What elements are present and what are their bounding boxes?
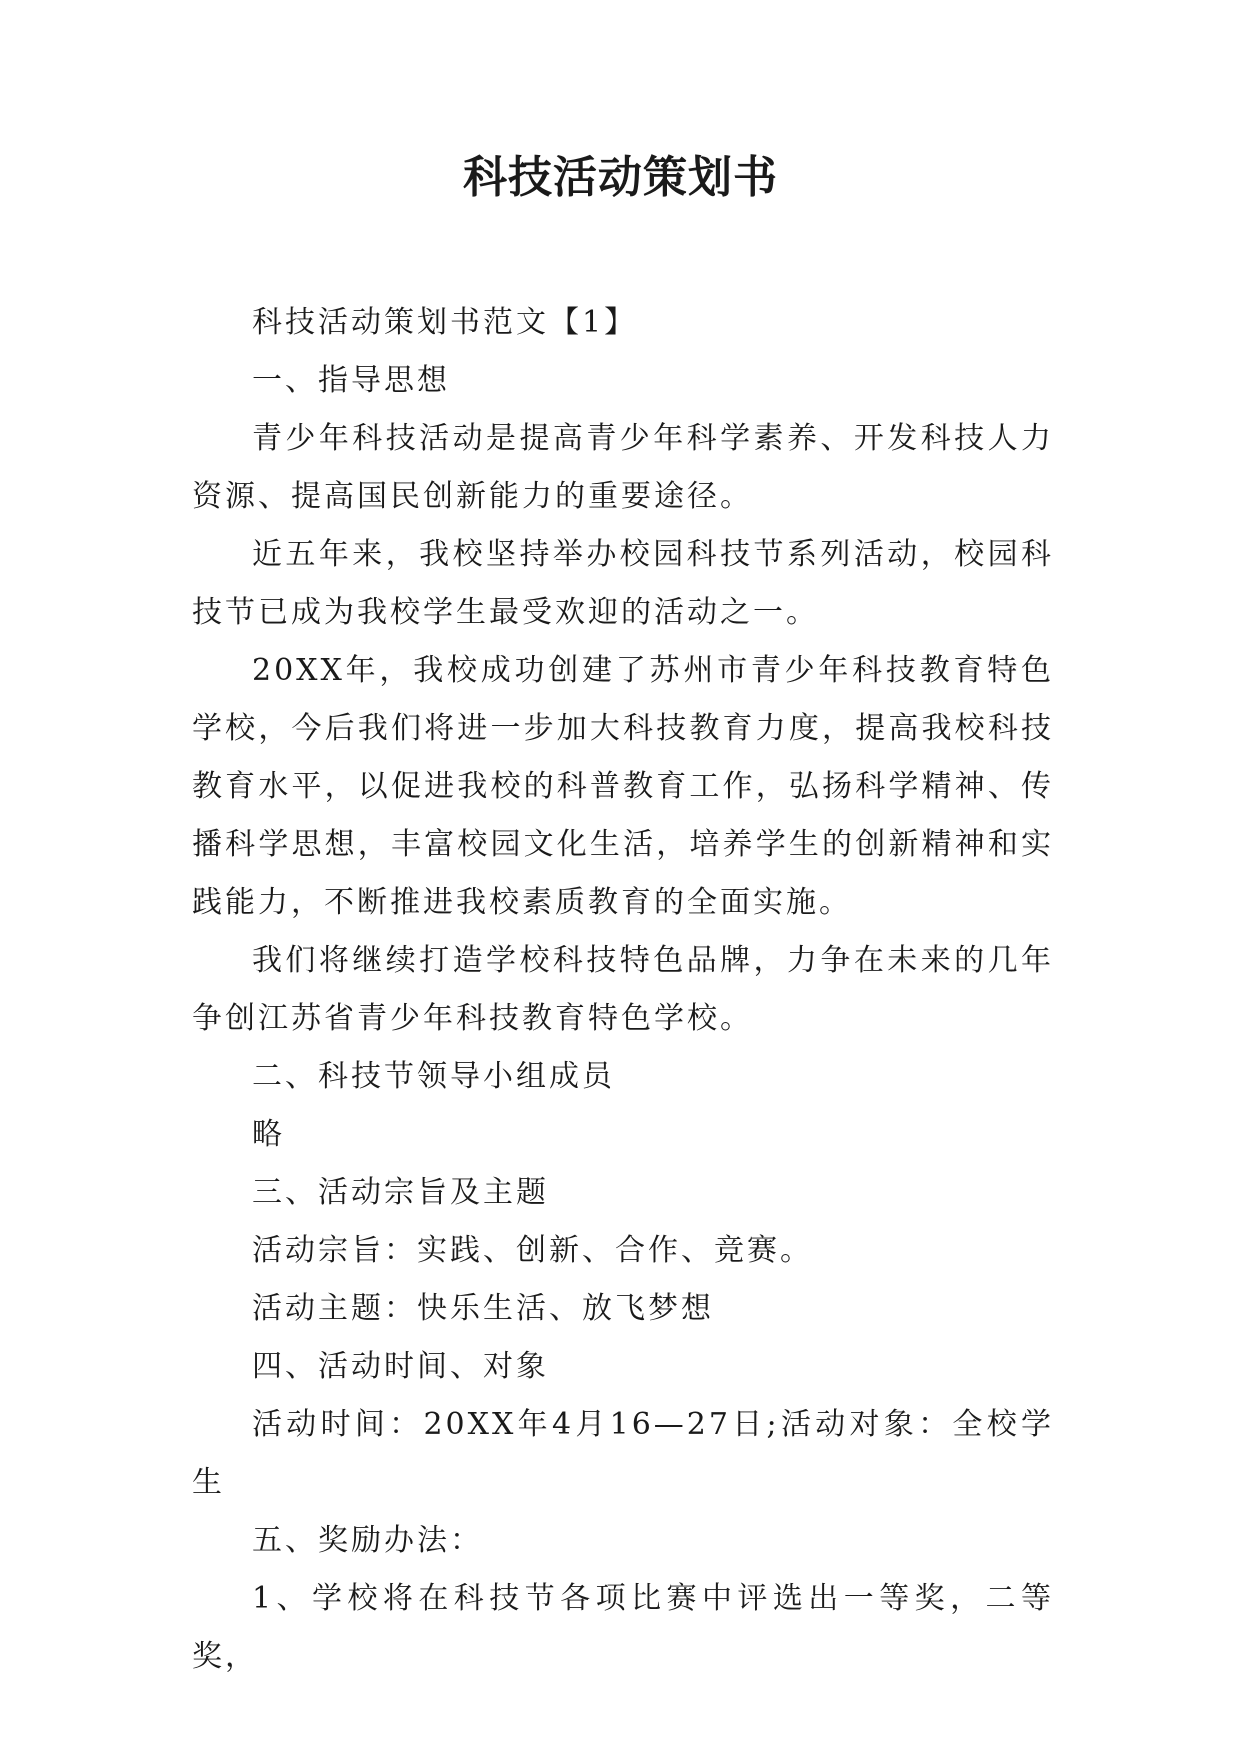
paragraph: 活动主题：快乐生活、放飞梦想 bbox=[252, 1291, 714, 1326]
paragraph: 略 bbox=[252, 1117, 285, 1152]
paragraph: 近五年来，我校坚持举办校园科技节系列活动，校园科技节已成为我校学生最受欢迎的活动之一。 bbox=[192, 537, 1054, 630]
document-body bbox=[192, 294, 1054, 1686]
paragraph: 活动宗旨：实践、创新、合作、竞赛。 bbox=[252, 1233, 813, 1268]
paragraph: 青少年科技活动是提高青少年科学素养、开发科技人力资源、提高国民创新能力的重要途径。 bbox=[192, 421, 1054, 514]
section-heading-guiding-ideology: 一、指导思想 bbox=[252, 363, 450, 398]
paragraph: 20XX年，我校成功创建了苏州市青少年科技教育特色学校，今后我们将进一步加大科技教育力度，提高我校科技教育水平，以促进我校的科普教育工作，弘扬科学精神、传播科学思想，丰富校园文化生活，培养学生的创新精神和实践能力，不断推进我校素质教育的全面实施。 bbox=[192, 653, 1054, 920]
section-heading-time-audience: 四、活动时间、对象 bbox=[252, 1349, 549, 1384]
section-heading-leadership-group: 二、科技节领导小组成员 bbox=[252, 1059, 615, 1094]
section-heading-rewards: 五、奖励办法： bbox=[252, 1523, 483, 1558]
paragraph: 我们将继续打造学校科技特色品牌，力争在未来的几年争创江苏省青少年科技教育特色学校。 bbox=[192, 943, 1054, 1036]
paragraph: 活动时间：20XX年4月16—27日;活动对象：全校学生 bbox=[192, 1407, 1054, 1500]
paragraph-subtitle: 科技活动策划书范文【1】 bbox=[252, 305, 638, 340]
document-title: 科技活动策划书 bbox=[463, 152, 778, 203]
section-heading-purpose-theme: 三、活动宗旨及主题 bbox=[252, 1175, 549, 1210]
paragraph: 1、学校将在科技节各项比赛中评选出一等奖，二等奖， bbox=[192, 1581, 1054, 1674]
